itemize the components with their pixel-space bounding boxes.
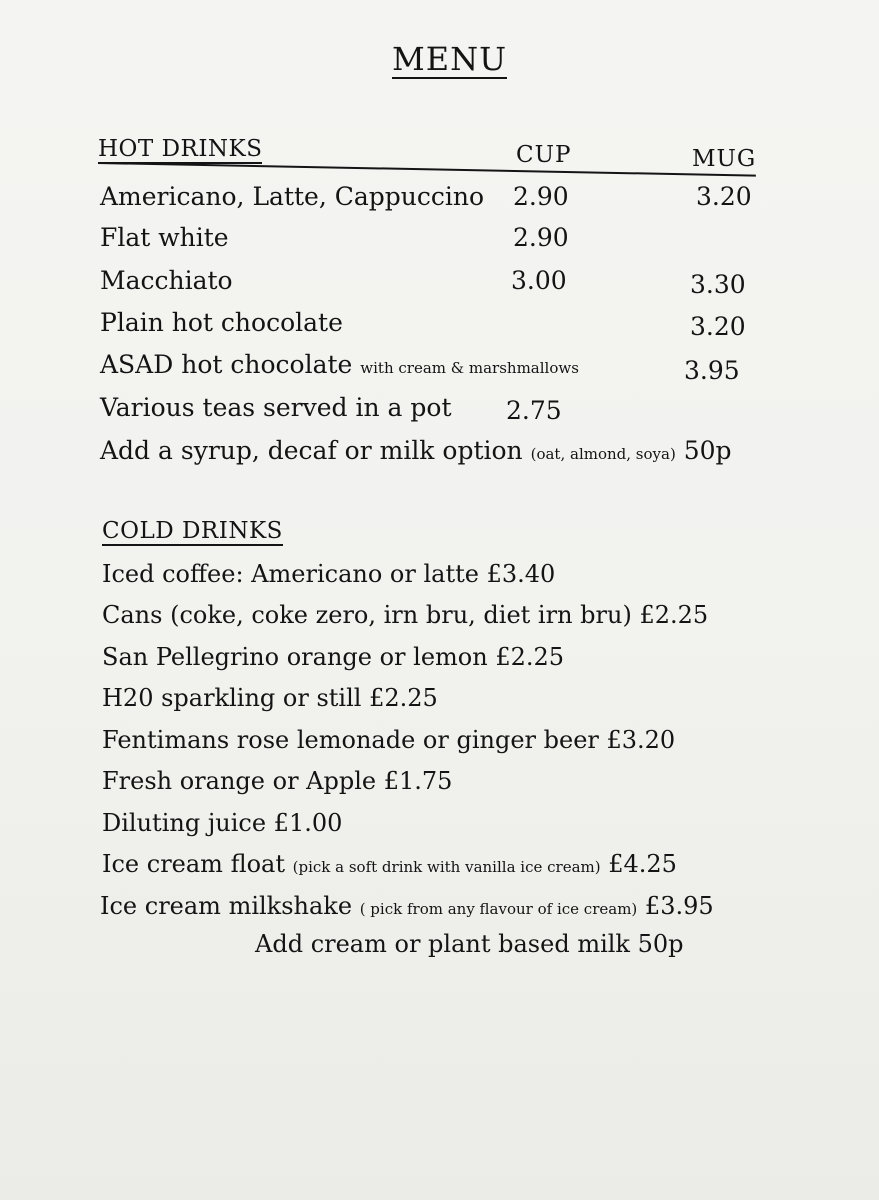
teas-row	[0, 393, 879, 435]
mug-price: 3.95	[684, 356, 740, 385]
cold-drink-line: Fresh orange or Apple £1.75	[102, 767, 453, 795]
hot-drink-name: Americano, Latte, Cappuccino	[100, 182, 485, 211]
mug-price: 3.30	[690, 270, 746, 299]
hot-drink-name: ASAD hot chocolate with cream & marshmallows	[100, 350, 579, 379]
addon-row	[0, 436, 879, 478]
addon-note: (oat, almond, soya)	[530, 445, 676, 463]
hot-drink-row	[0, 266, 879, 308]
cold-drink-line: H20 sparkling or still £2.25	[102, 684, 438, 712]
cold-drink-line: Ice cream float (pick a soft drink with vanilla ice cream) £4.25	[102, 850, 677, 878]
cold-drink-line: San Pellegrino orange or lemon £2.25	[102, 643, 565, 671]
hot-drink-row	[0, 350, 879, 392]
hot-drinks-heading	[98, 136, 262, 162]
mug-price: 3.20	[696, 182, 752, 211]
hot-drink-name: Plain hot chocolate	[100, 308, 343, 337]
cold-drinks-heading-text: COLD DRINKS	[102, 518, 283, 544]
hot-drink-row	[0, 308, 879, 350]
hot-drink-name: Macchiato	[100, 266, 233, 295]
cup-price: 2.90	[513, 182, 569, 211]
cup-price: 2.90	[513, 223, 569, 252]
cold-drink-line: Diluting juice £1.00	[102, 809, 343, 837]
cold-drink-line: Iced coffee: Americano or latte £3.40	[102, 560, 556, 588]
hot-drinks-heading-text: HOT DRINKS	[98, 136, 263, 162]
hot-drinks-rule	[98, 162, 756, 177]
mug-price: 3.20	[690, 312, 746, 341]
hot-drink-row	[0, 182, 879, 224]
cold-drink-line: Cans (coke, coke zero, irn bru, diet irn bru) £2.25	[102, 601, 709, 629]
hot-drink-row	[0, 223, 879, 265]
cup-price: 3.00	[511, 266, 567, 295]
menu-title: MENU	[392, 40, 508, 78]
addon-price: 50p	[683, 436, 732, 465]
cold-drinks-heading	[102, 518, 283, 544]
cold-drink-line: Fentimans rose lemonade or ginger beer £3.20	[102, 726, 676, 754]
teas-price: 2.75	[506, 396, 562, 425]
mug-column-header: MUG	[692, 146, 757, 172]
cold-drinks-footer-note: Add cream or plant based milk 50p	[255, 930, 684, 958]
addon-line	[100, 436, 732, 465]
hot-drink-name: Flat white	[100, 223, 229, 252]
cold-drink-line: Ice cream milkshake ( pick from any flavour of ice cream) £3.95	[100, 892, 714, 920]
addon-name: Add a syrup, decaf or milk option	[100, 436, 523, 465]
cup-column-header: CUP	[516, 142, 572, 168]
teas-name: Various teas served in a pot	[100, 393, 452, 422]
